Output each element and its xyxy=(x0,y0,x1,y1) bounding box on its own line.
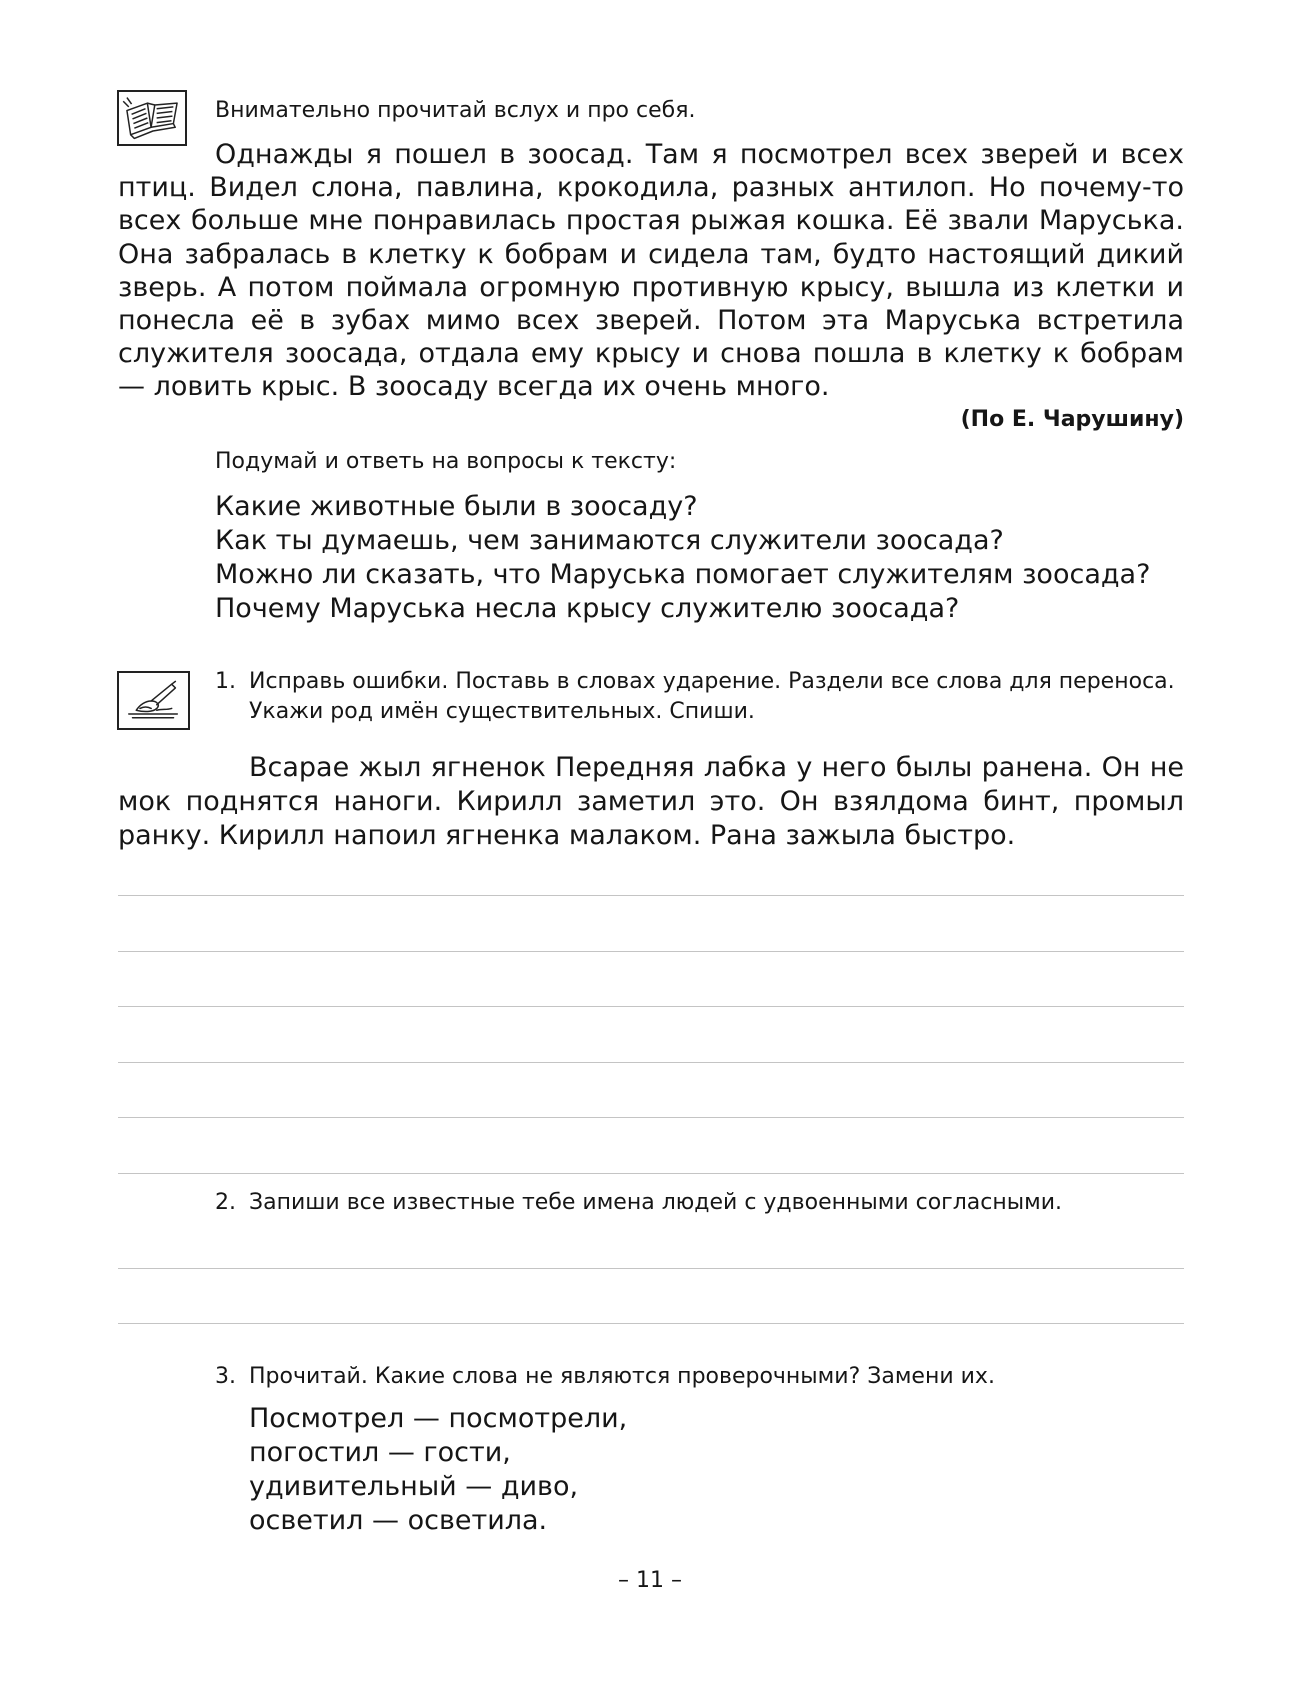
question-item: Как ты думаешь, чем занимаются служители зоосада? xyxy=(215,525,1004,556)
task-3 xyxy=(215,1362,1185,1394)
writing-hand-icon xyxy=(117,671,190,730)
questions-instruction: Подумай и ответь на вопросы к тексту: xyxy=(215,449,677,474)
writing-hand-icon-graphic xyxy=(119,673,188,728)
page-number: – 11 – xyxy=(618,1568,682,1593)
question-item: Можно ли сказать, что Маруська помогает служителям зоосада? xyxy=(215,559,1151,590)
word-pairs-list xyxy=(249,1402,627,1538)
writing-line[interactable] xyxy=(118,1323,1184,1324)
writing-line[interactable] xyxy=(118,1173,1184,1174)
word-pair: погостил — гости, xyxy=(249,1437,511,1468)
question-item: Какие животные были в зоосаду? xyxy=(215,491,698,522)
task-instruction: Исправь ошибки. Поставь в словах ударение. Раздели все слова для переноса. Укажи род имён существительных. Спиши. xyxy=(249,669,1175,724)
word-pair: осветил — осветила. xyxy=(249,1505,548,1536)
task-number: 1. xyxy=(215,669,236,694)
questions-list xyxy=(215,490,1150,626)
writing-line[interactable] xyxy=(118,1268,1184,1269)
task-number: 3. xyxy=(215,1364,236,1389)
word-pair: удивительный — диво, xyxy=(249,1471,579,1502)
writing-line[interactable] xyxy=(118,951,1184,952)
task1-exercise-text: Всарае жыл ягненок Передняя лабка у него былы ранена. Он не мок поднятся наноги. Кирилл заметил это. Он взялдома бинт, промыл ранку. Кирилл напоил ягненка малаком. Рана зажыла быстро. xyxy=(118,752,1184,851)
task-number: 2. xyxy=(215,1190,236,1215)
writing-line[interactable] xyxy=(118,1117,1184,1118)
story-author: (По Е. Чарушину) xyxy=(960,407,1184,432)
task-instruction: Прочитай. Какие слова не являются проверочными? Замени их. xyxy=(249,1364,995,1389)
open-book-icon-graphic xyxy=(119,92,185,144)
writing-line[interactable] xyxy=(118,895,1184,896)
task-1 xyxy=(215,667,1185,727)
story-text: Однажды я пошел в зоосад. Там я посмотрел всех зверей и всех птиц. Видел слона, павлина, крокодила, разных антилоп. Но почему-то всех больше мне понравилась простая рыжая кошка. Её звали Маруська. Она забралась в клетку к бобрам и сидела там, будто настоящий дикий зверь. А потом поймала огромную противную крысу, вышла из клетки и понесла её в зубах мимо всех зверей. Потом эта Маруська встретила служителя зоосада, отдала ему крысу и снова пошла в клетку к бобрам — ловить крыс. В зоосаду всегда их очень много. xyxy=(118,139,1184,403)
writing-line[interactable] xyxy=(118,1062,1184,1063)
word-pair: Посмотрел — посмотрели, xyxy=(249,1403,628,1434)
task-instruction: Запиши все известные тебе имена людей с удвоенными согласными. xyxy=(249,1190,1063,1215)
task-2 xyxy=(215,1188,1185,1220)
question-item: Почему Маруська несла крысу служителю зоосада? xyxy=(215,593,960,624)
reading-instruction: Внимательно прочитай вслух и про себя. xyxy=(215,98,696,123)
writing-line[interactable] xyxy=(118,1006,1184,1007)
